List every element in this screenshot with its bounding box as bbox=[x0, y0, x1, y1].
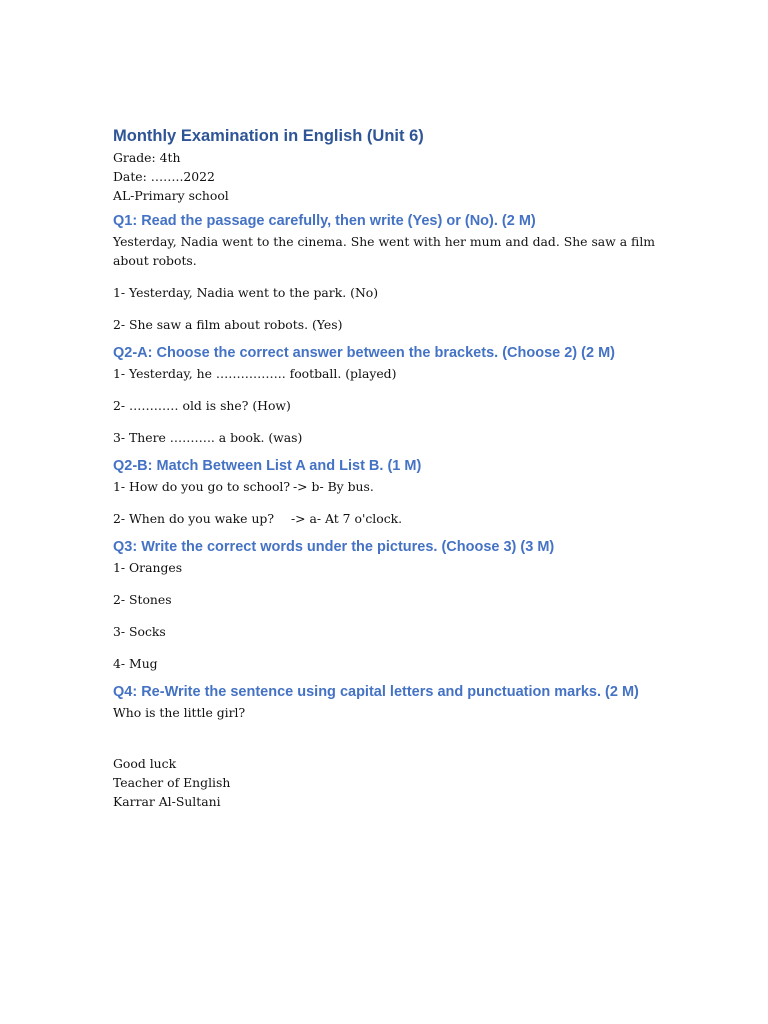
q4-answer: Who is the little girl? bbox=[113, 705, 246, 720]
grade-line: Grade: 4th bbox=[113, 150, 181, 165]
q3-item-3: 3- Socks bbox=[113, 624, 166, 639]
q2b-item-1 bbox=[113, 477, 673, 496]
closing-line: Good luck bbox=[113, 756, 177, 771]
q2a-item-1: 1- Yesterday, he …………….. football. (played) bbox=[113, 366, 397, 381]
q1-passage: Yesterday, Nadia went to the cinema. She went with her mum and dad. She saw a film about robots. bbox=[113, 234, 656, 268]
q2b-item-1-question: 1- How do you go to school? bbox=[113, 479, 291, 494]
q4-heading: Q4: Re-Write the sentence using capital letters and punctuation marks. (2 M) bbox=[113, 684, 639, 700]
teacher-role: Teacher of English bbox=[113, 775, 231, 790]
q2b-item-2-question: 2- When do you wake up? bbox=[113, 511, 275, 526]
q1-heading: Q1: Read the passage carefully, then write (Yes) or (No). (2 M) bbox=[113, 213, 536, 229]
q1-item-2: 2- She saw a film about robots. (Yes) bbox=[113, 317, 343, 332]
q2b-item-2 bbox=[113, 509, 673, 528]
q2a-item-2: 2- ………… old is she? (How) bbox=[113, 398, 291, 413]
q2a-item-3: 3- There ……….. a book. (was) bbox=[113, 430, 303, 445]
exam-title: Monthly Examination in English (Unit 6) bbox=[113, 127, 424, 145]
q3-item-4: 4- Mug bbox=[113, 656, 158, 671]
q2b-heading: Q2-B: Match Between List A and List B. (1 M) bbox=[113, 458, 422, 474]
date-line: Date: ……..2022 bbox=[113, 169, 215, 184]
q2a-heading: Q2-A: Choose the correct answer between the brackets. (Choose 2) (2 M) bbox=[113, 345, 615, 361]
q2b-item-2-answer: -> a- At 7 o'clock. bbox=[291, 511, 403, 526]
q3-heading: Q3: Write the correct words under the pictures. (Choose 3) (3 M) bbox=[113, 539, 555, 555]
q3-item-1: 1- Oranges bbox=[113, 560, 183, 575]
teacher-name: Karrar Al-Sultani bbox=[113, 794, 221, 809]
q1-item-1: 1- Yesterday, Nadia went to the park. (No) bbox=[113, 285, 379, 300]
q2b-item-1-answer: -> b- By bus. bbox=[293, 479, 374, 494]
exam-document bbox=[113, 124, 673, 811]
school-line: AL-Primary school bbox=[113, 188, 229, 203]
q3-item-2: 2- Stones bbox=[113, 592, 172, 607]
